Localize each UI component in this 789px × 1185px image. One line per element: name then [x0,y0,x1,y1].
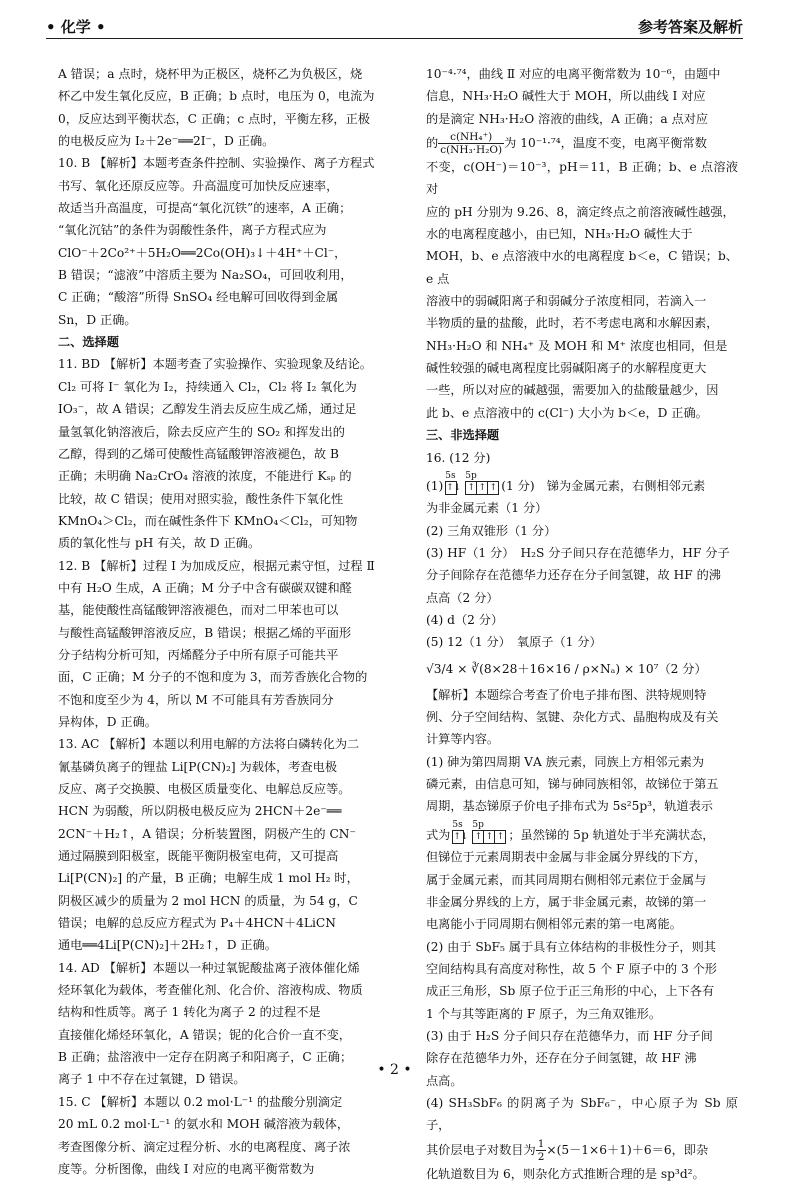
text-line: 不饱和度至少为 4，所以 M 不可能具有芳香族同分 [58,692,334,707]
text-line: 考查图像分析、滴定过程分析、水的电离程度、离子浓 [58,1139,351,1154]
text-line: 应的 pH 分别为 9.26、8，滴定终点之前溶液碱性越强， [426,204,735,219]
text-line: 烃环氧化为载体，考查催化剂、化合价、溶液构成、物质 [58,983,363,998]
orbital-box: ↑ [495,830,506,844]
right-column [426,63,738,1185]
text-line: 分子间除存在范德华力还存在分子间氢键，故 HF 的沸 [426,568,721,583]
text-line: C 正确；“酸溶”所得 SnSO₄ 经电解可回收得到金属 [58,290,339,305]
left-column [58,63,398,1180]
orbital-box: ↑↓ [453,832,469,843]
text-line: 量氢氧化钠溶液后，除去反应产生的 SO₂ 和挥发出的 [58,424,345,439]
half-suffix: ×(5－1×6＋1)＋6＝6，即杂 [546,1142,709,1157]
fraction-denominator: c(NH₃·H₂O) [440,144,503,157]
text-line: NH₃·H₂O 和 NH₄⁺ 及 MOH 和 M⁺ 浓度也相同，但是 [426,338,728,353]
text-line: 20 mL 0.2 mol·L⁻¹ 的氨水和 MOH 碱溶液为载体， [58,1117,350,1132]
text-line: 不变，c(OH⁻)＝10⁻³，pH＝11，B 正确；b、e 点溶液对 [426,160,738,197]
text-line: 与酸性高锰酸钾溶液反应，B 错误；根据乙烯的平面形 [58,625,352,640]
text-line: (4) SH₃SbF₆ 的阴离子为 SbF₆⁻，中心原子为 Sb 原子， [426,1096,738,1133]
text-line: 故适当升高温度，可提高“氧化沉铁”的速率，A 正确； [58,201,352,216]
text-line: 此 b、e 点溶液中的 c(Cl⁻) 大小为 b＜e，D 正确。 [426,405,708,420]
text-line: Cl₂ 可将 I⁻ 氧化为 I₂，持续通入 Cl₂，Cl₂ 将 I₂ 氧化为 [58,379,357,394]
text-line: 除存在范德华力外，还存在分子间氢键，故 HF 沸 [426,1051,697,1066]
text-line: 阴极区减少的质量为 2 mol HCN 的质量，为 54 g，C [58,893,358,908]
text-line: 电离能小于同周期右侧相邻元素的第一电离能。 [426,917,682,932]
text-line: 比较，故 C 错误；使用对照实验，酸性条件下氧化性 [58,491,344,506]
orbital-5p-label: 5p [465,471,477,482]
text-line: B 错误；“滤液”中溶质主要为 Na₂SO₄，可回收利用， [58,268,353,283]
half-fraction-line [426,1137,738,1163]
text-line: (3) 由于 H₂S 分子间只存在范德华力，而 HF 分子间 [426,1029,713,1044]
orbital-prefix: 式为 [426,827,451,842]
text-line: 的是滴定 NH₃·H₂O 溶液的曲线，A 正确；a 点对应 [426,111,709,126]
orbital-prefix: (1) [426,478,444,493]
orbital-5p-label: 5p [472,820,484,831]
text-line: 属于金属元素，而其同周期右侧相邻元素位于金属与 [426,872,707,887]
text-line: (4) d（2 分） [426,613,504,628]
text-line: 点高（2 分） [426,590,499,605]
orbital-5p [465,471,499,497]
page-header [46,10,743,39]
half-fraction [536,1138,547,1163]
text-line: 非金属分界线的上方，属于非金属元素，故锑的第一 [426,895,707,909]
text-line: 中有 H₂O 生成，A 正确；M 分子中含有碳碳双键和醛 [58,580,352,595]
orbital-5s-label: 5s [445,471,456,482]
text-line: 通过隔膜到阳极室，既能平衡阴极室电荷，又可提高 [58,849,339,864]
text-line: 直接催化烯烃环氧化，A 错误；铌的化合价一直不变， [58,1027,351,1042]
text-line: 10⁻⁴·⁷⁴，曲线 Ⅱ 对应的电离平衡常数为 10⁻⁶，由题中 [426,67,721,81]
question-answer-line: 11. BD 【解析】本题考查了实验操作、实验现象及结论。 [58,357,372,372]
text-line: 分子结构分析可知，丙烯醛分子中所有原子可能共平 [58,647,339,662]
orbital-box: ↑ [477,481,488,495]
text-line: MOH，b、e 点溶液中水的电离程度 b＜e，C 错误；b、e 点 [426,249,738,286]
section-heading: 三、非选择题 [426,428,500,443]
orbital-box: ↑ [472,830,484,844]
orbital-suffix: (1 分) 锑为金属元素，右侧相邻元素 [501,478,706,493]
text-line: 通电══4Li[P(CN)₂]＋2H₂↑，D 正确。 [58,938,277,953]
text-line: 半物质的量的盐酸，此时，若不考虑电离和水解因素， [426,316,719,331]
text-line: 结构和性质等。离子 1 转化为离子 2 的过程不是 [58,1005,321,1020]
text-line: HCN 为弱酸，所以阴极电极反应为 2HCN＋2e⁻══ [58,804,342,819]
text-line: 2CN⁻＋H₂↑，A 错误；分析装置图，阴极产生的 CN⁻ [58,826,356,841]
text-line: Li[P(CN)₂] 的产量，B 正确；电解生成 1 mol H₂ 时， [58,871,359,886]
density-formula: √3/4 × ∛(8×28＋16×16 / ρ×Nₐ) × 10⁷（2 分） [426,661,707,676]
text-line: Sn，D 正确。 [58,312,137,327]
text-line: 空间结构具有高度对称性，故 5 个 F 原子中的 3 个形 [426,962,717,977]
text-line: 1 个与其等距离的 F 原子，为三角双锥形。 [426,1006,662,1021]
text-line: 周期，基态锑原子价电子排布式为 5s²5p³，轨道表示 [426,799,713,814]
orbital-suffix: ；虽然锑的 5p 轨道处于半充满状态， [508,827,715,842]
text-line: 水的电离程度越小，由已知，NH₃·H₂O 碱性大于 [426,227,693,242]
text-line: KMnO₄＞Cl₂，而在碱性条件下 KMnO₄＜Cl₂，可知物 [58,513,358,528]
text-line: “氧化沉钴”的条件为弱酸性条件，离子方程式应为 [58,223,327,238]
text-line: 0，反应达到平衡状态，C 正确；c 点时，平衡左移，正极 [58,111,370,126]
text-line: 成正三角形，Sb 原子位于正三角形的中心，上下各有 [426,984,715,999]
text-line: (1) 砷为第四周期 ⅤA 族元素，同族上方相邻元素为 [426,754,705,769]
orbital-diagram-line [426,820,738,847]
question-answer-line: 13. AC 【解析】本题以利用电解的方法将白磷转化为二 [58,737,360,752]
text-line: 异构体，D 正确。 [58,714,157,729]
text-line: 点高。 [426,1073,463,1088]
text-line: 质的氧化性与 pH 有关，故 D 正确。 [58,536,261,551]
text-line: 【解析】本题综合考查了价电子排布图、洪特规则特 [426,687,707,702]
text-line: 磷元素，由信息可知，锑与砷同族相邻，故锑位于第五 [426,777,719,792]
text-line: 杯乙中发生氧化反应，B 正确；b 点时，电压为 0，电流为 [58,89,375,104]
text-line: 正确；未明确 Na₂CrO₄ 溶液的浓度，不能进行 Kₛₚ 的 [58,469,352,484]
text-line: 碱性较强的碱电离程度比弱碱阳离子的水解程度更大 [426,361,707,376]
text-line: 基，能使酸性高锰酸钾溶液褪色，而对二甲苯也可以 [58,603,339,618]
fraction-prefix: 的 [426,136,439,151]
orbital-box: ↑ [484,830,495,844]
text-line: 一些，所以对应的碱越强，需要加入的盐酸量越少，因 [426,383,719,398]
text-line: 反应、离子交换膜、电极区质量变化、电解总反应等。 [58,782,351,796]
text-line: 度等。分析图像，曲线 Ⅰ 对应的电离平衡常数为 [58,1161,315,1176]
orbital-diagram-line [426,471,738,498]
text-line: 面，C 正确；M 分子的不饱和度为 3，而芳香族化合物的 [58,670,368,685]
fraction-line [426,130,738,156]
orbital-5s [452,820,469,846]
text-line: 的电极反应为 I₂＋2e⁻══2I⁻，D 正确。 [58,134,275,149]
orbital-box: ↑ [465,481,477,495]
question-answer-line: 15. C 【解析】本题以 0.2 mol·L⁻¹ 的盐酸分别滴定 [58,1094,343,1109]
text-line: ClO⁻＋2Co²⁺＋5H₂O══2Co(OH)₃↓＋4H⁺＋Cl⁻， [58,245,347,260]
text-line: 信息，NH₃·H₂O 碱性大于 MOH，所以曲线 Ⅰ 对应 [426,89,706,104]
question-answer-line: 14. AD 【解析】本题以一种过氧铌酸盐离子液体催化烯 [58,960,360,975]
text-line: IO₃⁻，故 A 错误；乙醇发生消去反应生成乙烯，通过足 [58,402,357,417]
page-number: • 2 • [377,1062,412,1078]
text-line: 计算等内容。 [426,732,500,747]
text-line: 但锑位于元素周期表中金属与非金属分界线的下方， [426,850,707,865]
text-line: (2) 三角双锥形（1 分） [426,523,557,538]
section-heading: 二、选择题 [58,335,119,350]
text-line: 溶液中的弱碱阳离子和弱碱分子浓度相同，若滴入一 [426,294,707,309]
header-title: 参考答案及解析 [637,18,743,36]
orbital-5s-label: 5s [452,820,463,831]
orbital-5s [445,471,462,497]
text-line: (2) 由于 SbF₅ 属于具有立体结构的非极性分子，则其 [426,939,716,954]
half-numerator: 1 [537,1137,545,1150]
text-line: 为非金属元素（1 分） [426,501,548,516]
question-answer-line: 12. B 【解析】过程 Ⅰ 为加成反应，根据元素守恒，过程 Ⅱ [58,558,375,573]
question-answer-line: 16. (12 分) [426,450,491,465]
text-line: B 正确；盐溶液中一定存在阴离子和阳离子，C 正确； [58,1050,353,1065]
text-line: 错误；电解的总反应方程式为 P₄＋4HCN＋4LiCN [58,916,336,931]
concentration-fraction [438,131,504,156]
text-line: 乙醇，得到的乙烯可使酸性高锰酸钾溶液褪色，故 B [58,446,339,461]
text-line: (3) HF（1 分） H₂S 分子间只存在范德华力，HF 分子 [426,546,730,561]
half-denominator: 2 [537,1150,545,1163]
subject-label: • 化学 • [46,18,106,36]
text-line: (5) 12（1 分） 氧原子（1 分） [426,635,602,650]
text-line: 例、分子空间结构、氢键、杂化方式、晶胞构成及有关 [426,710,719,725]
orbital-box: ↑↓ [446,483,462,494]
orbital-box: ↑ [488,481,499,495]
orbital-5p [472,820,506,846]
text-line: A 错误；a 点时，烧杯甲为正极区，烧杯乙为负极区，烧 [58,67,363,81]
text-line: 书写、氧化还原反应等。升高温度可加快反应速率， [58,178,339,193]
fraction-suffix: 为 10⁻¹·⁷⁴，温度不变，电离平衡常数 [504,136,707,151]
question-answer-line: 10. B 【解析】本题考查条件控制、实验操作、离子方程式 [58,156,375,171]
half-prefix: 其价层电子对数目为 [426,1142,536,1157]
text-line: 化轨道数目为 6，则杂化方式推断合理的是 sp³d²。 [426,1166,705,1181]
text-line: 离子 1 中不存在过氧键，D 错误。 [58,1072,246,1087]
text-line: 氰基磷负离子的锂盐 Li[P(CN)₂] 为载体，考查电极 [58,759,338,774]
fraction-numerator: c(NH₄⁺) [438,131,504,144]
